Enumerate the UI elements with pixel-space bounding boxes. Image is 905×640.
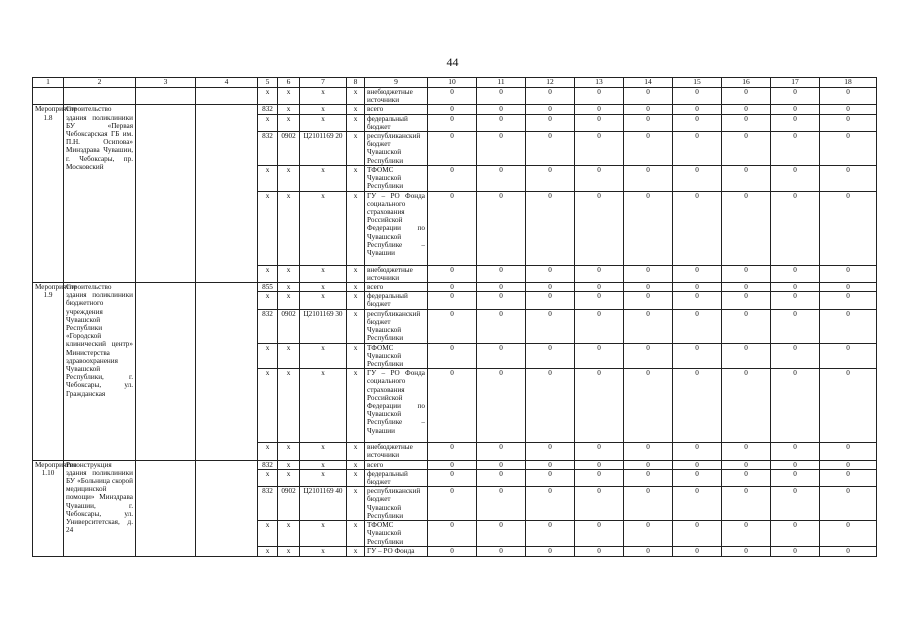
funding-source-cell: внебюджетные источники	[365, 88, 428, 105]
amount-cell: 0	[477, 283, 526, 292]
amount-cell: 0	[673, 469, 722, 486]
funding-source-cell: федеральный бюджет	[365, 114, 428, 131]
amount-cell: 0	[428, 469, 477, 486]
amount-cell: 0	[820, 343, 877, 369]
admin-code-cell: x	[258, 443, 278, 460]
amount-cell: 0	[428, 283, 477, 292]
funding-source-cell: республиканский бюджет Чувашской Республики	[365, 132, 428, 166]
section-code-cell: x	[278, 265, 300, 282]
expense-type-cell: x	[347, 309, 365, 343]
amount-cell: 0	[820, 309, 877, 343]
amount-cell: 0	[477, 469, 526, 486]
amount-cell: 0	[722, 283, 771, 292]
amount-cell: 0	[673, 292, 722, 309]
column-header: 18	[820, 78, 877, 88]
amount-cell: 0	[624, 292, 673, 309]
target-article-cell: x	[300, 166, 347, 192]
amount-cell: 0	[428, 292, 477, 309]
section-code-cell: 0902	[278, 487, 300, 521]
amount-cell: 0	[624, 460, 673, 469]
expense-type-cell: x	[347, 443, 365, 460]
amount-cell: 0	[673, 132, 722, 166]
amount-cell: 0	[575, 460, 624, 469]
column-header: 17	[771, 78, 820, 88]
empty-cell	[136, 460, 196, 556]
section-code-cell: x	[278, 460, 300, 469]
amount-cell: 0	[722, 443, 771, 460]
amount-cell: 0	[575, 546, 624, 556]
amount-cell: 0	[673, 88, 722, 105]
target-article-cell: x	[300, 369, 347, 443]
amount-cell: 0	[722, 265, 771, 282]
amount-cell: 0	[477, 369, 526, 443]
section-code-cell: 0902	[278, 309, 300, 343]
expense-type-cell: x	[347, 105, 365, 114]
column-header: 12	[526, 78, 575, 88]
amount-cell: 0	[477, 105, 526, 114]
empty-cell	[196, 105, 258, 283]
section-code-cell: x	[278, 469, 300, 486]
amount-cell: 0	[673, 369, 722, 443]
amount-cell: 0	[673, 546, 722, 556]
admin-code-cell: 832	[258, 487, 278, 521]
column-header: 14	[624, 78, 673, 88]
admin-code-cell: x	[258, 343, 278, 369]
amount-cell: 0	[722, 309, 771, 343]
funding-source-cell: федеральный бюджет	[365, 292, 428, 309]
amount-cell: 0	[722, 487, 771, 521]
amount-cell: 0	[428, 343, 477, 369]
expense-type-cell: x	[347, 88, 365, 105]
target-article-cell: Ц2101169 20	[300, 132, 347, 166]
amount-cell: 0	[722, 132, 771, 166]
amount-cell: 0	[673, 283, 722, 292]
amount-cell: 0	[575, 469, 624, 486]
amount-cell: 0	[526, 521, 575, 547]
expense-type-cell: x	[347, 283, 365, 292]
amount-cell: 0	[526, 265, 575, 282]
amount-cell: 0	[771, 369, 820, 443]
amount-cell: 0	[722, 191, 771, 265]
amount-cell: 0	[624, 521, 673, 547]
amount-cell: 0	[820, 487, 877, 521]
section-code-cell: x	[278, 292, 300, 309]
amount-cell: 0	[771, 88, 820, 105]
column-header: 1	[33, 78, 64, 88]
amount-cell: 0	[428, 309, 477, 343]
amount-cell: 0	[771, 283, 820, 292]
amount-cell: 0	[820, 283, 877, 292]
table-row	[33, 88, 877, 105]
amount-cell: 0	[820, 166, 877, 192]
amount-cell: 0	[575, 132, 624, 166]
measure-name-cell: Мероприятие 1.10	[33, 460, 64, 556]
amount-cell: 0	[526, 369, 575, 443]
amount-cell: 0	[526, 487, 575, 521]
target-article-cell: x	[300, 343, 347, 369]
expense-type-cell: x	[347, 265, 365, 282]
amount-cell: 0	[673, 487, 722, 521]
admin-code-cell: x	[258, 265, 278, 282]
amount-cell: 0	[477, 343, 526, 369]
target-article-cell: x	[300, 265, 347, 282]
target-article-cell: x	[300, 546, 347, 556]
amount-cell: 0	[526, 132, 575, 166]
measure-description-cell: Реконструкция здания поликлиники БУ «Больница скорой медицинской помощи» Минздрава Чувашии, г. Чебоксары, ул. Университетская, д. 24	[64, 460, 136, 556]
amount-cell: 0	[624, 105, 673, 114]
table-row	[33, 105, 877, 114]
column-header: 15	[673, 78, 722, 88]
amount-cell: 0	[673, 166, 722, 192]
target-article-cell: Ц2101169 30	[300, 309, 347, 343]
funding-source-cell: ГУ – РО Фонда социального страхования Российской Федерации по Чувашской Республике – Чувашии	[365, 369, 428, 443]
section-code-cell: x	[278, 521, 300, 547]
amount-cell: 0	[477, 487, 526, 521]
expense-type-cell: x	[347, 546, 365, 556]
funding-source-cell: ТФОМС Чувашской Республики	[365, 521, 428, 547]
section-code-cell: x	[278, 369, 300, 443]
budget-table	[32, 77, 877, 557]
empty-cell	[196, 283, 258, 461]
amount-cell: 0	[673, 343, 722, 369]
amount-cell: 0	[771, 469, 820, 486]
amount-cell: 0	[673, 443, 722, 460]
amount-cell: 0	[477, 546, 526, 556]
amount-cell: 0	[428, 132, 477, 166]
target-article-cell: x	[300, 460, 347, 469]
funding-source-cell: ГУ – РО Фонда социального страхования Российской Федерации по Чувашской Республике – Чувашии	[365, 191, 428, 265]
amount-cell: 0	[428, 265, 477, 282]
amount-cell: 0	[526, 460, 575, 469]
amount-cell: 0	[820, 88, 877, 105]
amount-cell: 0	[820, 292, 877, 309]
amount-cell: 0	[624, 469, 673, 486]
column-header: 13	[575, 78, 624, 88]
amount-cell: 0	[771, 292, 820, 309]
expense-type-cell: x	[347, 469, 365, 486]
target-article-cell: x	[300, 191, 347, 265]
amount-cell: 0	[722, 343, 771, 369]
funding-source-cell: всего	[365, 105, 428, 114]
amount-cell: 0	[771, 105, 820, 114]
empty-cell	[196, 88, 258, 105]
admin-code-cell: x	[258, 369, 278, 443]
section-code-cell: x	[278, 191, 300, 265]
empty-cell	[196, 460, 258, 556]
measure-description-cell: Строительство здания поликлиники БУ «Первая Чебоксарская ГБ им. П.Н. Осипова» Минздрава Чувашии, г. Чебоксары, пр. Московский	[64, 105, 136, 283]
amount-cell: 0	[673, 191, 722, 265]
admin-code-cell: 832	[258, 460, 278, 469]
amount-cell: 0	[526, 166, 575, 192]
amount-cell: 0	[526, 546, 575, 556]
expense-type-cell: x	[347, 369, 365, 443]
section-code-cell: x	[278, 443, 300, 460]
target-article-cell: x	[300, 283, 347, 292]
amount-cell: 0	[428, 546, 477, 556]
admin-code-cell: 832	[258, 309, 278, 343]
admin-code-cell: x	[258, 191, 278, 265]
expense-type-cell: x	[347, 191, 365, 265]
admin-code-cell: x	[258, 166, 278, 192]
amount-cell: 0	[477, 460, 526, 469]
amount-cell: 0	[722, 521, 771, 547]
amount-cell: 0	[526, 283, 575, 292]
amount-cell: 0	[624, 343, 673, 369]
amount-cell: 0	[722, 369, 771, 443]
target-article-cell: x	[300, 88, 347, 105]
admin-code-cell: 832	[258, 105, 278, 114]
column-header: 7	[300, 78, 347, 88]
amount-cell: 0	[477, 265, 526, 282]
amount-cell: 0	[722, 114, 771, 131]
amount-cell: 0	[820, 369, 877, 443]
amount-cell: 0	[722, 546, 771, 556]
expense-type-cell: x	[347, 132, 365, 166]
amount-cell: 0	[575, 309, 624, 343]
amount-cell: 0	[575, 114, 624, 131]
amount-cell: 0	[428, 369, 477, 443]
column-header: 11	[477, 78, 526, 88]
amount-cell: 0	[575, 166, 624, 192]
amount-cell: 0	[820, 105, 877, 114]
amount-cell: 0	[477, 521, 526, 547]
amount-cell: 0	[624, 166, 673, 192]
amount-cell: 0	[722, 88, 771, 105]
empty-cell	[136, 105, 196, 283]
amount-cell: 0	[673, 309, 722, 343]
target-article-cell: x	[300, 469, 347, 486]
expense-type-cell: x	[347, 487, 365, 521]
funding-source-cell: ТФОМС Чувашской Республики	[365, 343, 428, 369]
amount-cell: 0	[771, 343, 820, 369]
column-header: 2	[64, 78, 136, 88]
target-article-cell: Ц2101169 40	[300, 487, 347, 521]
amount-cell: 0	[771, 443, 820, 460]
funding-source-cell: республиканский бюджет Чувашской Республики	[365, 309, 428, 343]
amount-cell: 0	[624, 265, 673, 282]
amount-cell: 0	[722, 469, 771, 486]
amount-cell: 0	[771, 265, 820, 282]
amount-cell: 0	[526, 105, 575, 114]
amount-cell: 0	[624, 114, 673, 131]
section-code-cell: x	[278, 166, 300, 192]
amount-cell: 0	[575, 443, 624, 460]
funding-source-cell: республиканский бюджет Чувашской Республики	[365, 487, 428, 521]
target-article-cell: x	[300, 114, 347, 131]
section-code-cell: x	[278, 343, 300, 369]
expense-type-cell: x	[347, 343, 365, 369]
column-header: 5	[258, 78, 278, 88]
expense-type-cell: x	[347, 166, 365, 192]
funding-source-cell: федеральный бюджет	[365, 469, 428, 486]
expense-type-cell: x	[347, 521, 365, 547]
amount-cell: 0	[575, 265, 624, 282]
section-code-cell: x	[278, 283, 300, 292]
measure-name-cell: Мероприятие 1.8	[33, 105, 64, 283]
amount-cell: 0	[820, 521, 877, 547]
amount-cell: 0	[575, 88, 624, 105]
amount-cell: 0	[477, 132, 526, 166]
amount-cell: 0	[624, 369, 673, 443]
amount-cell: 0	[575, 343, 624, 369]
amount-cell: 0	[526, 469, 575, 486]
amount-cell: 0	[820, 443, 877, 460]
amount-cell: 0	[575, 487, 624, 521]
amount-cell: 0	[722, 105, 771, 114]
amount-cell: 0	[624, 283, 673, 292]
amount-cell: 0	[820, 546, 877, 556]
amount-cell: 0	[820, 469, 877, 486]
admin-code-cell: x	[258, 114, 278, 131]
admin-code-cell: x	[258, 292, 278, 309]
amount-cell: 0	[624, 546, 673, 556]
amount-cell: 0	[820, 132, 877, 166]
section-code-cell: x	[278, 88, 300, 105]
amount-cell: 0	[428, 191, 477, 265]
column-header: 10	[428, 78, 477, 88]
amount-cell: 0	[820, 460, 877, 469]
amount-cell: 0	[771, 114, 820, 131]
amount-cell: 0	[673, 105, 722, 114]
target-article-cell: x	[300, 443, 347, 460]
amount-cell: 0	[771, 191, 820, 265]
amount-cell: 0	[820, 191, 877, 265]
measure-description-cell: Строительство здания поликлиники бюджетного учреждения Чувашской Республики «Городской клинический центр» Министерства здравоохранения Чувашской Республики, г. Чебоксары, ул. Гражданская	[64, 283, 136, 461]
amount-cell: 0	[477, 309, 526, 343]
admin-code-cell: x	[258, 546, 278, 556]
funding-source-cell: всего	[365, 283, 428, 292]
column-header: 9	[365, 78, 428, 88]
target-article-cell: x	[300, 105, 347, 114]
amount-cell: 0	[477, 114, 526, 131]
admin-code-cell: x	[258, 469, 278, 486]
table-row	[33, 283, 877, 292]
amount-cell: 0	[771, 521, 820, 547]
empty-cell	[136, 88, 196, 105]
admin-code-cell: x	[258, 521, 278, 547]
funding-source-cell: всего	[365, 460, 428, 469]
amount-cell: 0	[477, 443, 526, 460]
column-header: 8	[347, 78, 365, 88]
amount-cell: 0	[771, 546, 820, 556]
amount-cell: 0	[477, 88, 526, 105]
section-code-cell: x	[278, 114, 300, 131]
amount-cell: 0	[526, 309, 575, 343]
amount-cell: 0	[526, 343, 575, 369]
expense-type-cell: x	[347, 114, 365, 131]
funding-source-cell: внебюджетные источники	[365, 443, 428, 460]
amount-cell: 0	[722, 292, 771, 309]
expense-type-cell: x	[347, 292, 365, 309]
amount-cell: 0	[820, 265, 877, 282]
amount-cell: 0	[428, 487, 477, 521]
empty-cell	[33, 88, 64, 105]
column-header: 16	[722, 78, 771, 88]
amount-cell: 0	[624, 191, 673, 265]
amount-cell: 0	[673, 265, 722, 282]
table-row	[33, 460, 877, 469]
amount-cell: 0	[575, 369, 624, 443]
column-header: 6	[278, 78, 300, 88]
amount-cell: 0	[526, 88, 575, 105]
amount-cell: 0	[526, 292, 575, 309]
admin-code-cell: 855	[258, 283, 278, 292]
amount-cell: 0	[771, 132, 820, 166]
amount-cell: 0	[575, 521, 624, 547]
empty-cell	[64, 88, 136, 105]
funding-source-cell: внебюджетные источники	[365, 265, 428, 282]
expense-type-cell: x	[347, 460, 365, 469]
amount-cell: 0	[771, 166, 820, 192]
amount-cell: 0	[526, 443, 575, 460]
amount-cell: 0	[477, 191, 526, 265]
amount-cell: 0	[575, 105, 624, 114]
amount-cell: 0	[673, 521, 722, 547]
funding-source-cell: ТФОМС Чувашской Республики	[365, 166, 428, 192]
funding-source-cell: ГУ – РО Фонда	[365, 546, 428, 556]
column-header: 3	[136, 78, 196, 88]
section-code-cell: x	[278, 546, 300, 556]
amount-cell: 0	[673, 460, 722, 469]
amount-cell: 0	[624, 309, 673, 343]
measure-name-cell: Мероприятие 1.9	[33, 283, 64, 461]
amount-cell: 0	[477, 292, 526, 309]
target-article-cell: x	[300, 521, 347, 547]
admin-code-cell: 832	[258, 132, 278, 166]
section-code-cell: x	[278, 105, 300, 114]
amount-cell: 0	[477, 166, 526, 192]
amount-cell: 0	[575, 292, 624, 309]
column-header: 4	[196, 78, 258, 88]
amount-cell: 0	[428, 521, 477, 547]
amount-cell: 0	[428, 166, 477, 192]
amount-cell: 0	[526, 114, 575, 131]
amount-cell: 0	[428, 105, 477, 114]
amount-cell: 0	[722, 460, 771, 469]
amount-cell: 0	[428, 114, 477, 131]
amount-cell: 0	[820, 114, 877, 131]
amount-cell: 0	[771, 460, 820, 469]
amount-cell: 0	[624, 132, 673, 166]
amount-cell: 0	[526, 191, 575, 265]
amount-cell: 0	[428, 88, 477, 105]
admin-code-cell: x	[258, 88, 278, 105]
column-numbers-row	[33, 78, 877, 88]
amount-cell: 0	[575, 283, 624, 292]
section-code-cell: 0902	[278, 132, 300, 166]
amount-cell: 0	[771, 487, 820, 521]
empty-cell	[136, 283, 196, 461]
amount-cell: 0	[428, 460, 477, 469]
amount-cell: 0	[428, 443, 477, 460]
amount-cell: 0	[575, 191, 624, 265]
amount-cell: 0	[722, 166, 771, 192]
target-article-cell: x	[300, 292, 347, 309]
amount-cell: 0	[771, 309, 820, 343]
page-number: 44	[446, 55, 459, 69]
amount-cell: 0	[673, 114, 722, 131]
amount-cell: 0	[624, 443, 673, 460]
amount-cell: 0	[624, 487, 673, 521]
amount-cell: 0	[624, 88, 673, 105]
